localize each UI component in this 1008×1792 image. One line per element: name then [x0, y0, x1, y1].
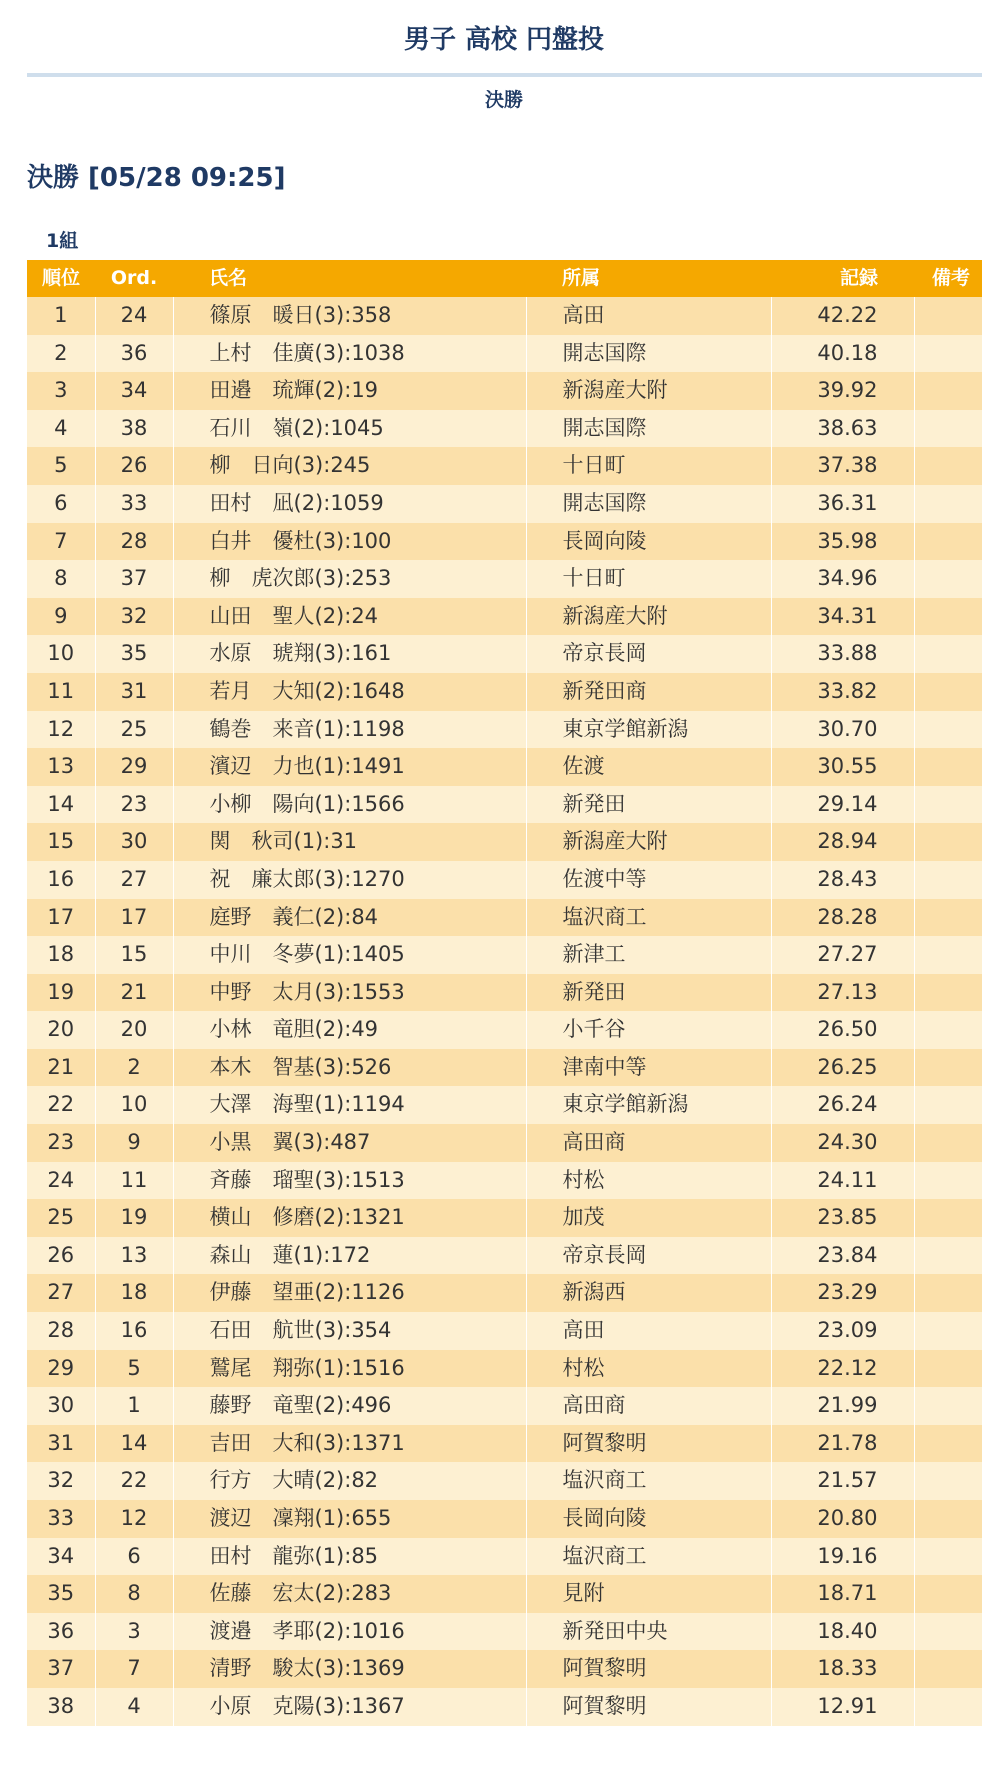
cell-team: 新津工 — [526, 936, 771, 974]
page-title: 男子 高校 円盤投 — [403, 25, 605, 55]
table-row — [27, 1199, 982, 1237]
table-row — [27, 1274, 982, 1312]
cell-rank: 1 — [27, 297, 95, 335]
cell-rank: 10 — [27, 635, 95, 673]
cell-note — [914, 410, 982, 448]
cell-mark: 34.96 — [771, 560, 914, 598]
cell-name: 濱辺 力也(1):1491 — [173, 748, 526, 786]
cell-note — [914, 748, 982, 786]
cell-mark: 26.50 — [771, 1011, 914, 1049]
cell-ord: 6 — [95, 1538, 173, 1576]
header-ord: Ord. — [95, 260, 173, 297]
table-row — [27, 823, 982, 861]
cell-note — [914, 861, 982, 899]
cell-rank: 13 — [27, 748, 95, 786]
cell-mark: 23.29 — [771, 1274, 914, 1312]
table-row — [27, 673, 982, 711]
cell-team: 村松 — [526, 1162, 771, 1200]
cell-name: 渡邉 孝耶(2):1016 — [173, 1613, 526, 1651]
cell-team: 新潟西 — [526, 1274, 771, 1312]
cell-team: 小千谷 — [526, 1011, 771, 1049]
cell-rank: 15 — [27, 823, 95, 861]
cell-ord: 1 — [95, 1387, 173, 1425]
cell-note — [914, 974, 982, 1012]
results-body — [27, 297, 982, 1726]
header-name: 氏名 — [173, 260, 526, 297]
cell-mark: 30.55 — [771, 748, 914, 786]
cell-note — [914, 673, 982, 711]
table-row — [27, 1350, 982, 1388]
cell-note — [914, 335, 982, 373]
cell-rank: 9 — [27, 598, 95, 636]
table-row — [27, 372, 982, 410]
cell-team: 津南中等 — [526, 1049, 771, 1087]
cell-team: 阿賀黎明 — [526, 1650, 771, 1688]
table-row — [27, 1049, 982, 1087]
table-row — [27, 748, 982, 786]
cell-team: 開志国際 — [526, 410, 771, 448]
cell-name: 鶴巻 来音(1):1198 — [173, 711, 526, 749]
cell-name: 行方 大晴(2):82 — [173, 1462, 526, 1500]
cell-mark: 21.99 — [771, 1387, 914, 1425]
cell-note — [914, 485, 982, 523]
cell-team: 十日町 — [526, 447, 771, 485]
table-row — [27, 560, 982, 598]
cell-name: 斉藤 瑠聖(3):1513 — [173, 1162, 526, 1200]
cell-mark: 18.33 — [771, 1650, 914, 1688]
header-note: 備考 — [914, 260, 982, 297]
cell-rank: 32 — [27, 1462, 95, 1500]
cell-rank: 11 — [27, 673, 95, 711]
cell-note — [914, 1049, 982, 1087]
cell-name: 鷲尾 翔弥(1):1516 — [173, 1350, 526, 1388]
cell-ord: 21 — [95, 974, 173, 1012]
cell-rank: 20 — [27, 1011, 95, 1049]
cell-name: 渡辺 凜翔(1):655 — [173, 1500, 526, 1538]
cell-team: 佐渡中等 — [526, 861, 771, 899]
cell-ord: 26 — [95, 447, 173, 485]
table-row — [27, 523, 982, 561]
cell-rank: 6 — [27, 485, 95, 523]
cell-team: 帝京長岡 — [526, 635, 771, 673]
cell-note — [914, 1274, 982, 1312]
table-row — [27, 635, 982, 673]
cell-name: 篠原 暖日(3):358 — [173, 297, 526, 335]
table-row — [27, 598, 982, 636]
cell-mark: 26.25 — [771, 1049, 914, 1087]
cell-note — [914, 447, 982, 485]
cell-rank: 31 — [27, 1425, 95, 1463]
cell-name: 小林 竜胆(2):49 — [173, 1011, 526, 1049]
cell-ord: 33 — [95, 485, 173, 523]
cell-name: 若月 大知(2):1648 — [173, 673, 526, 711]
cell-note — [914, 936, 982, 974]
cell-name: 横山 修磨(2):1321 — [173, 1199, 526, 1237]
cell-ord: 7 — [95, 1650, 173, 1688]
table-row — [27, 1312, 982, 1350]
table-row — [27, 1538, 982, 1576]
cell-note — [914, 560, 982, 598]
cell-team: 長岡向陵 — [526, 523, 771, 561]
cell-name: 本木 智基(3):526 — [173, 1049, 526, 1087]
cell-team: 高田 — [526, 297, 771, 335]
cell-mark: 35.98 — [771, 523, 914, 561]
cell-mark: 18.71 — [771, 1575, 914, 1613]
cell-team: 新潟産大附 — [526, 823, 771, 861]
cell-note — [914, 1688, 982, 1726]
cell-team: 高田 — [526, 1312, 771, 1350]
cell-mark: 42.22 — [771, 297, 914, 335]
table-row — [27, 1425, 982, 1463]
table-row — [27, 1387, 982, 1425]
results-table — [27, 260, 982, 1726]
cell-note — [914, 1650, 982, 1688]
cell-rank: 37 — [27, 1650, 95, 1688]
cell-note — [914, 1162, 982, 1200]
cell-rank: 26 — [27, 1237, 95, 1275]
cell-mark: 28.43 — [771, 861, 914, 899]
cell-ord: 14 — [95, 1425, 173, 1463]
cell-team: 新発田 — [526, 786, 771, 824]
cell-ord: 9 — [95, 1124, 173, 1162]
cell-team: 塩沢商工 — [526, 1462, 771, 1500]
cell-team: 阿賀黎明 — [526, 1425, 771, 1463]
cell-ord: 38 — [95, 410, 173, 448]
cell-team: 加茂 — [526, 1199, 771, 1237]
cell-note — [914, 1425, 982, 1463]
table-row — [27, 899, 982, 937]
table-row — [27, 335, 982, 373]
cell-team: 開志国際 — [526, 485, 771, 523]
cell-ord: 20 — [95, 1011, 173, 1049]
cell-team: 塩沢商工 — [526, 1538, 771, 1576]
cell-ord: 37 — [95, 560, 173, 598]
cell-ord: 25 — [95, 711, 173, 749]
cell-rank: 4 — [27, 410, 95, 448]
header-mark: 記録 — [771, 260, 914, 297]
table-row — [27, 1462, 982, 1500]
cell-note — [914, 786, 982, 824]
cell-note — [914, 1538, 982, 1576]
cell-mark: 23.84 — [771, 1237, 914, 1275]
cell-rank: 2 — [27, 335, 95, 373]
table-row — [27, 711, 982, 749]
cell-name: 石川 嶺(2):1045 — [173, 410, 526, 448]
cell-ord: 30 — [95, 823, 173, 861]
cell-note — [914, 1462, 982, 1500]
cell-name: 祝 廉太郎(3):1270 — [173, 861, 526, 899]
cell-ord: 23 — [95, 786, 173, 824]
cell-mark: 23.09 — [771, 1312, 914, 1350]
cell-note — [914, 1312, 982, 1350]
round-heading: 決勝 [05/28 09:25] — [27, 163, 286, 193]
cell-ord: 28 — [95, 523, 173, 561]
cell-rank: 33 — [27, 1500, 95, 1538]
cell-note — [914, 1011, 982, 1049]
cell-team: 阿賀黎明 — [526, 1688, 771, 1726]
cell-ord: 4 — [95, 1688, 173, 1726]
cell-note — [914, 523, 982, 561]
cell-note — [914, 711, 982, 749]
cell-ord: 27 — [95, 861, 173, 899]
cell-ord: 3 — [95, 1613, 173, 1651]
cell-rank: 30 — [27, 1387, 95, 1425]
cell-mark: 27.13 — [771, 974, 914, 1012]
cell-ord: 22 — [95, 1462, 173, 1500]
cell-team: 高田商 — [526, 1387, 771, 1425]
cell-note — [914, 1086, 982, 1124]
cell-ord: 15 — [95, 936, 173, 974]
cell-mark: 23.85 — [771, 1199, 914, 1237]
cell-name: 小黒 翼(3):487 — [173, 1124, 526, 1162]
cell-name: 山田 聖人(2):24 — [173, 598, 526, 636]
cell-mark: 21.78 — [771, 1425, 914, 1463]
cell-name: 藤野 竜聖(2):496 — [173, 1387, 526, 1425]
cell-team: 見附 — [526, 1575, 771, 1613]
table-row — [27, 1162, 982, 1200]
cell-mark: 29.14 — [771, 786, 914, 824]
cell-name: 吉田 大和(3):1371 — [173, 1425, 526, 1463]
cell-rank: 36 — [27, 1613, 95, 1651]
cell-mark: 30.70 — [771, 711, 914, 749]
cell-ord: 29 — [95, 748, 173, 786]
cell-ord: 34 — [95, 372, 173, 410]
cell-mark: 28.94 — [771, 823, 914, 861]
cell-rank: 22 — [27, 1086, 95, 1124]
cell-note — [914, 1350, 982, 1388]
cell-note — [914, 1124, 982, 1162]
cell-mark: 33.88 — [771, 635, 914, 673]
table-row — [27, 1237, 982, 1275]
cell-rank: 23 — [27, 1124, 95, 1162]
cell-mark: 18.40 — [771, 1613, 914, 1651]
cell-note — [914, 635, 982, 673]
cell-ord: 17 — [95, 899, 173, 937]
cell-team: 新発田商 — [526, 673, 771, 711]
cell-mark: 19.16 — [771, 1538, 914, 1576]
cell-team: 十日町 — [526, 560, 771, 598]
table-row — [27, 1650, 982, 1688]
cell-name: 白井 優杜(3):100 — [173, 523, 526, 561]
cell-rank: 29 — [27, 1350, 95, 1388]
cell-note — [914, 372, 982, 410]
cell-mark: 26.24 — [771, 1086, 914, 1124]
cell-note — [914, 297, 982, 335]
cell-ord: 19 — [95, 1199, 173, 1237]
cell-team: 帝京長岡 — [526, 1237, 771, 1275]
cell-ord: 36 — [95, 335, 173, 373]
table-row — [27, 485, 982, 523]
cell-rank: 24 — [27, 1162, 95, 1200]
cell-ord: 2 — [95, 1049, 173, 1087]
results-header-row — [27, 260, 982, 297]
cell-name: 庭野 義仁(2):84 — [173, 899, 526, 937]
cell-rank: 3 — [27, 372, 95, 410]
cell-rank: 28 — [27, 1312, 95, 1350]
cell-mark: 33.82 — [771, 673, 914, 711]
cell-ord: 18 — [95, 1274, 173, 1312]
cell-mark: 12.91 — [771, 1688, 914, 1726]
header-rank: 順位 — [27, 260, 95, 297]
cell-mark: 38.63 — [771, 410, 914, 448]
cell-name: 中野 太月(3):1553 — [173, 974, 526, 1012]
table-row — [27, 1575, 982, 1613]
cell-name: 水原 琥翔(3):161 — [173, 635, 526, 673]
cell-note — [914, 1500, 982, 1538]
cell-ord: 13 — [95, 1237, 173, 1275]
cell-note — [914, 899, 982, 937]
cell-ord: 11 — [95, 1162, 173, 1200]
table-row — [27, 974, 982, 1012]
cell-team: 新発田 — [526, 974, 771, 1012]
cell-ord: 32 — [95, 598, 173, 636]
cell-ord: 12 — [95, 1500, 173, 1538]
cell-name: 田村 龍弥(1):85 — [173, 1538, 526, 1576]
cell-rank: 27 — [27, 1274, 95, 1312]
cell-name: 石田 航世(3):354 — [173, 1312, 526, 1350]
table-row — [27, 447, 982, 485]
cell-mark: 20.80 — [771, 1500, 914, 1538]
cell-ord: 5 — [95, 1350, 173, 1388]
table-row — [27, 1124, 982, 1162]
cell-note — [914, 1613, 982, 1651]
cell-mark: 22.12 — [771, 1350, 914, 1388]
cell-mark: 40.18 — [771, 335, 914, 373]
cell-note — [914, 598, 982, 636]
cell-name: 中川 冬夢(1):1405 — [173, 936, 526, 974]
cell-rank: 34 — [27, 1538, 95, 1576]
table-row — [27, 1011, 982, 1049]
cell-name: 関 秋司(1):31 — [173, 823, 526, 861]
cell-name: 伊藤 望亜(2):1126 — [173, 1274, 526, 1312]
cell-rank: 17 — [27, 899, 95, 937]
cell-rank: 14 — [27, 786, 95, 824]
cell-team: 開志国際 — [526, 335, 771, 373]
header-team: 所属 — [526, 260, 771, 297]
cell-team: 新潟産大附 — [526, 372, 771, 410]
group-label: 1組 — [46, 230, 79, 252]
table-row — [27, 410, 982, 448]
cell-ord: 16 — [95, 1312, 173, 1350]
cell-team: 長岡向陵 — [526, 1500, 771, 1538]
cell-rank: 5 — [27, 447, 95, 485]
cell-rank: 25 — [27, 1199, 95, 1237]
cell-name: 佐藤 宏太(2):283 — [173, 1575, 526, 1613]
table-row — [27, 1086, 982, 1124]
cell-name: 田村 凪(2):1059 — [173, 485, 526, 523]
cell-team: 高田商 — [526, 1124, 771, 1162]
table-row — [27, 297, 982, 335]
cell-rank: 19 — [27, 974, 95, 1012]
cell-mark: 21.57 — [771, 1462, 914, 1500]
cell-note — [914, 1199, 982, 1237]
cell-team: 東京学館新潟 — [526, 711, 771, 749]
table-row — [27, 1500, 982, 1538]
cell-team: 村松 — [526, 1350, 771, 1388]
cell-rank: 16 — [27, 861, 95, 899]
table-row — [27, 861, 982, 899]
cell-name: 清野 駿太(3):1369 — [173, 1650, 526, 1688]
cell-rank: 21 — [27, 1049, 95, 1087]
cell-mark: 27.27 — [771, 936, 914, 974]
cell-name: 田邉 琉輝(2):19 — [173, 372, 526, 410]
table-row — [27, 936, 982, 974]
cell-ord: 35 — [95, 635, 173, 673]
cell-rank: 12 — [27, 711, 95, 749]
title-divider — [27, 73, 982, 77]
cell-rank: 38 — [27, 1688, 95, 1726]
cell-mark: 24.30 — [771, 1124, 914, 1162]
table-row — [27, 1613, 982, 1651]
cell-mark: 34.31 — [771, 598, 914, 636]
cell-team: 佐渡 — [526, 748, 771, 786]
cell-mark: 24.11 — [771, 1162, 914, 1200]
cell-ord: 24 — [95, 297, 173, 335]
cell-team: 東京学館新潟 — [526, 1086, 771, 1124]
cell-mark: 37.38 — [771, 447, 914, 485]
cell-mark: 36.31 — [771, 485, 914, 523]
cell-name: 小原 克陽(3):1367 — [173, 1688, 526, 1726]
cell-team: 新潟産大附 — [526, 598, 771, 636]
cell-team: 新発田中央 — [526, 1613, 771, 1651]
cell-ord: 31 — [95, 673, 173, 711]
cell-name: 森山 蓮(1):172 — [173, 1237, 526, 1275]
table-row — [27, 1688, 982, 1726]
cell-name: 大澤 海聖(1):1194 — [173, 1086, 526, 1124]
cell-rank: 35 — [27, 1575, 95, 1613]
cell-name: 柳 虎次郎(3):253 — [173, 560, 526, 598]
cell-name: 柳 日向(3):245 — [173, 447, 526, 485]
table-row — [27, 786, 982, 824]
cell-name: 上村 佳廣(3):1038 — [173, 335, 526, 373]
cell-rank: 8 — [27, 560, 95, 598]
cell-note — [914, 1237, 982, 1275]
cell-note — [914, 823, 982, 861]
cell-note — [914, 1387, 982, 1425]
round-subtitle: 決勝 — [484, 89, 523, 111]
cell-note — [914, 1575, 982, 1613]
cell-mark: 28.28 — [771, 899, 914, 937]
cell-team: 塩沢商工 — [526, 899, 771, 937]
cell-ord: 8 — [95, 1575, 173, 1613]
cell-rank: 18 — [27, 936, 95, 974]
cell-rank: 7 — [27, 523, 95, 561]
cell-name: 小柳 陽向(1):1566 — [173, 786, 526, 824]
cell-mark: 39.92 — [771, 372, 914, 410]
cell-ord: 10 — [95, 1086, 173, 1124]
